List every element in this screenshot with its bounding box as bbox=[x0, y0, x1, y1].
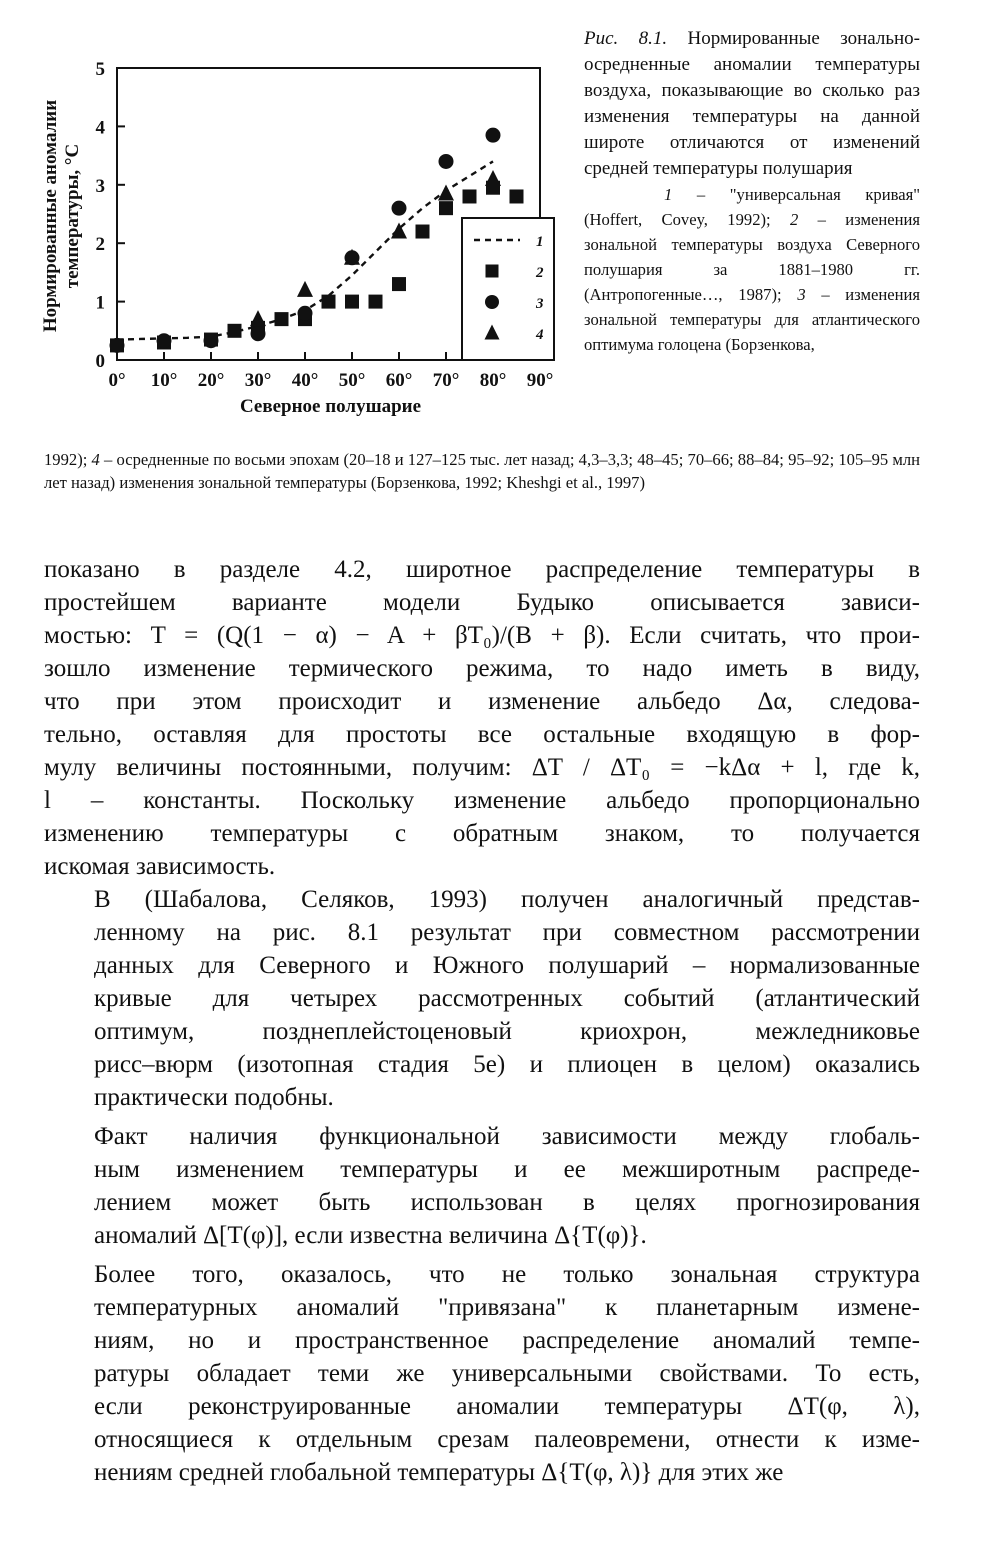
x-tick-label: 60° bbox=[385, 370, 413, 391]
caption-item-text: – изменения зональной температуры для атлантического оптимума голоцена (Борзенкова, bbox=[584, 285, 921, 354]
y-tick-label: 2 bbox=[95, 234, 105, 256]
y-axis-label: Нормированные аномалии bbox=[40, 99, 61, 333]
text-line: изменению температуры с обратным знаком, то получается bbox=[44, 820, 920, 847]
legend-label: 2 bbox=[536, 265, 544, 281]
text-line: Более того, оказалось, что не только зональная структура bbox=[94, 1261, 920, 1288]
text-line: ленному на рис. 8.1 результат при совместном рассмотрении bbox=[94, 919, 920, 946]
x-tick-label: 70° bbox=[432, 370, 460, 391]
circle-marker bbox=[204, 333, 219, 348]
caption-item-text: – осредненные по восьми эпохам (20–18 и 127–125 тыс. лет назад; 4,3–3,3; 48–45; 70–66; 88–84; 95–92; 105–95 млн лет назад) изменения зональной температуры (Борзенкова, 1992; Kheshgi et al., 1997) bbox=[44, 450, 921, 492]
square-marker bbox=[345, 295, 359, 309]
square-marker bbox=[463, 189, 477, 203]
caption-text: 1992); bbox=[44, 450, 88, 469]
figure-title: Нормированные зонально-осредненные аномалии температуры воздуха, показывающие во сколько раз изменения температуры на данной широте отличаются от изменений средней температуры полушария bbox=[584, 28, 920, 179]
text-line: зошло изменение термического режима, то надо иметь в виду, bbox=[44, 655, 920, 682]
text-line: рисс–вюрм (изотопная стадия 5е) и плиоцен в целом) оказались bbox=[94, 1051, 920, 1078]
legend-label: 1 bbox=[536, 234, 544, 250]
caption-item-number: 2 bbox=[789, 210, 799, 229]
circle-marker bbox=[110, 338, 125, 353]
y-tick-label: 1 bbox=[95, 292, 105, 314]
triangle-marker bbox=[485, 170, 501, 186]
circle-marker bbox=[157, 333, 172, 348]
x-tick-label: 0° bbox=[108, 370, 126, 391]
body-text bbox=[44, 553, 920, 1489]
x-tick-label: 40° bbox=[291, 370, 319, 391]
text-line: показано в разделе 4.2, широтное распределение температуры в bbox=[44, 556, 920, 583]
y-tick-label: 0 bbox=[95, 351, 105, 372]
paragraph bbox=[44, 1120, 920, 1252]
caption-item-text: – "универсальная кривая" (Hoffert, Covey, 1992); bbox=[584, 185, 920, 229]
text-line: Факт наличия функциональной зависимости между глобаль- bbox=[94, 1123, 920, 1150]
y-axis-label: температуры, °С bbox=[62, 143, 83, 289]
text-line: практически подобны. bbox=[94, 1084, 334, 1111]
caption-item-text: – изменения зональной температуры воздуха Северного полушария за 1881–1980 гг. (Антропогенные…, 1987); bbox=[584, 210, 920, 304]
text-line: простейшем варианте модели Будыко описывается зависи- bbox=[44, 589, 920, 616]
square-marker bbox=[228, 324, 242, 338]
text-line: нениям средней глобальной температуры Δ{T(φ, λ)} для этих же bbox=[94, 1459, 784, 1486]
paragraph bbox=[44, 883, 920, 1114]
text-line: тельно, оставляя для простоты все остальные входящую в фор- bbox=[44, 721, 920, 748]
text-line: кривые для четырех рассмотренных событий (атлантический bbox=[94, 985, 920, 1012]
scatter-chart bbox=[30, 40, 590, 440]
text-line: В (Шабалова, Селяков, 1993) получен аналогичный представ- bbox=[94, 886, 920, 913]
figure-caption-continued bbox=[44, 448, 920, 494]
text-line: мулу величины постоянными, получим: ΔT / ΔT₀ = −kΔα + l, где k, bbox=[44, 754, 920, 781]
square-marker bbox=[392, 277, 406, 291]
x-tick-label: 10° bbox=[150, 370, 178, 391]
triangle-marker bbox=[250, 310, 266, 326]
text-line: что при этом происходит и изменение альбедо Δα, следова- bbox=[44, 688, 920, 715]
text-line: относящиеся к отдельным срезам палеовремени, отнести к изме- bbox=[94, 1426, 920, 1453]
square-marker bbox=[439, 201, 453, 215]
circle-marker bbox=[439, 154, 454, 169]
y-tick-label: 4 bbox=[95, 117, 105, 139]
square-marker bbox=[416, 225, 430, 239]
figure-caption bbox=[584, 26, 920, 357]
y-tick-label: 5 bbox=[95, 59, 105, 80]
circle-marker bbox=[485, 295, 499, 309]
square-marker bbox=[369, 295, 383, 309]
caption-item-number: 4 bbox=[91, 450, 100, 469]
x-axis-label: Северное полушарие bbox=[239, 396, 422, 417]
x-tick-label: 80° bbox=[479, 370, 507, 391]
triangle-marker bbox=[438, 185, 454, 201]
text-line: температурных аномалий "привязана" к планетарным измене- bbox=[94, 1294, 920, 1321]
text-line: мостью: T = (Q(1 − α) − A + βT₀)/(B + β). Если считать, что прои- bbox=[44, 622, 920, 649]
text-line: лением может быть использован в целях прогнозирования bbox=[94, 1189, 920, 1216]
text-line: ным изменением температуры и ее межширотным распреде- bbox=[94, 1156, 920, 1183]
caption-item-number: 1 bbox=[664, 185, 673, 204]
square-marker bbox=[322, 295, 336, 309]
square-marker bbox=[510, 189, 524, 203]
paragraph bbox=[44, 1258, 920, 1489]
x-tick-label: 90° bbox=[526, 370, 554, 391]
square-marker bbox=[486, 265, 499, 278]
legend-label: 3 bbox=[536, 296, 544, 312]
text-line: оптимум, позднеплейстоценовый криохрон, межледниковье bbox=[94, 1018, 920, 1045]
figure-block bbox=[0, 0, 992, 540]
triangle-marker bbox=[297, 281, 313, 297]
y-tick-label: 3 bbox=[95, 175, 105, 197]
x-tick-label: 20° bbox=[197, 370, 225, 391]
text-line: аномалий Δ[T(φ)], если известна величина Δ{T(φ)}. bbox=[94, 1222, 647, 1249]
circle-marker bbox=[392, 201, 407, 216]
text-line: если реконструированные аномалии температуры ΔT(φ, λ), bbox=[94, 1393, 920, 1420]
text-line: ниям, но и пространственное распределение аномалий темпе- bbox=[94, 1327, 920, 1354]
text-line: l – константы. Поскольку изменение альбедо пропорционально bbox=[44, 787, 920, 814]
square-marker bbox=[275, 312, 289, 326]
circle-marker bbox=[251, 326, 266, 341]
caption-item-number: 3 bbox=[797, 285, 806, 304]
text-line: искомая зависимость. bbox=[44, 853, 276, 880]
text-line: данных для Северного и Южного полушарий – нормализованные bbox=[94, 952, 920, 979]
text-line: ратуры обладает теми же универсальными свойствами. То есть, bbox=[94, 1360, 920, 1387]
legend-label: 4 bbox=[536, 327, 544, 343]
circle-marker bbox=[298, 306, 313, 321]
paragraph bbox=[44, 553, 920, 883]
circle-marker bbox=[486, 128, 501, 143]
x-tick-label: 30° bbox=[244, 370, 272, 391]
x-tick-label: 50° bbox=[338, 370, 366, 391]
figure-label: Рис. 8.1. bbox=[584, 28, 668, 49]
